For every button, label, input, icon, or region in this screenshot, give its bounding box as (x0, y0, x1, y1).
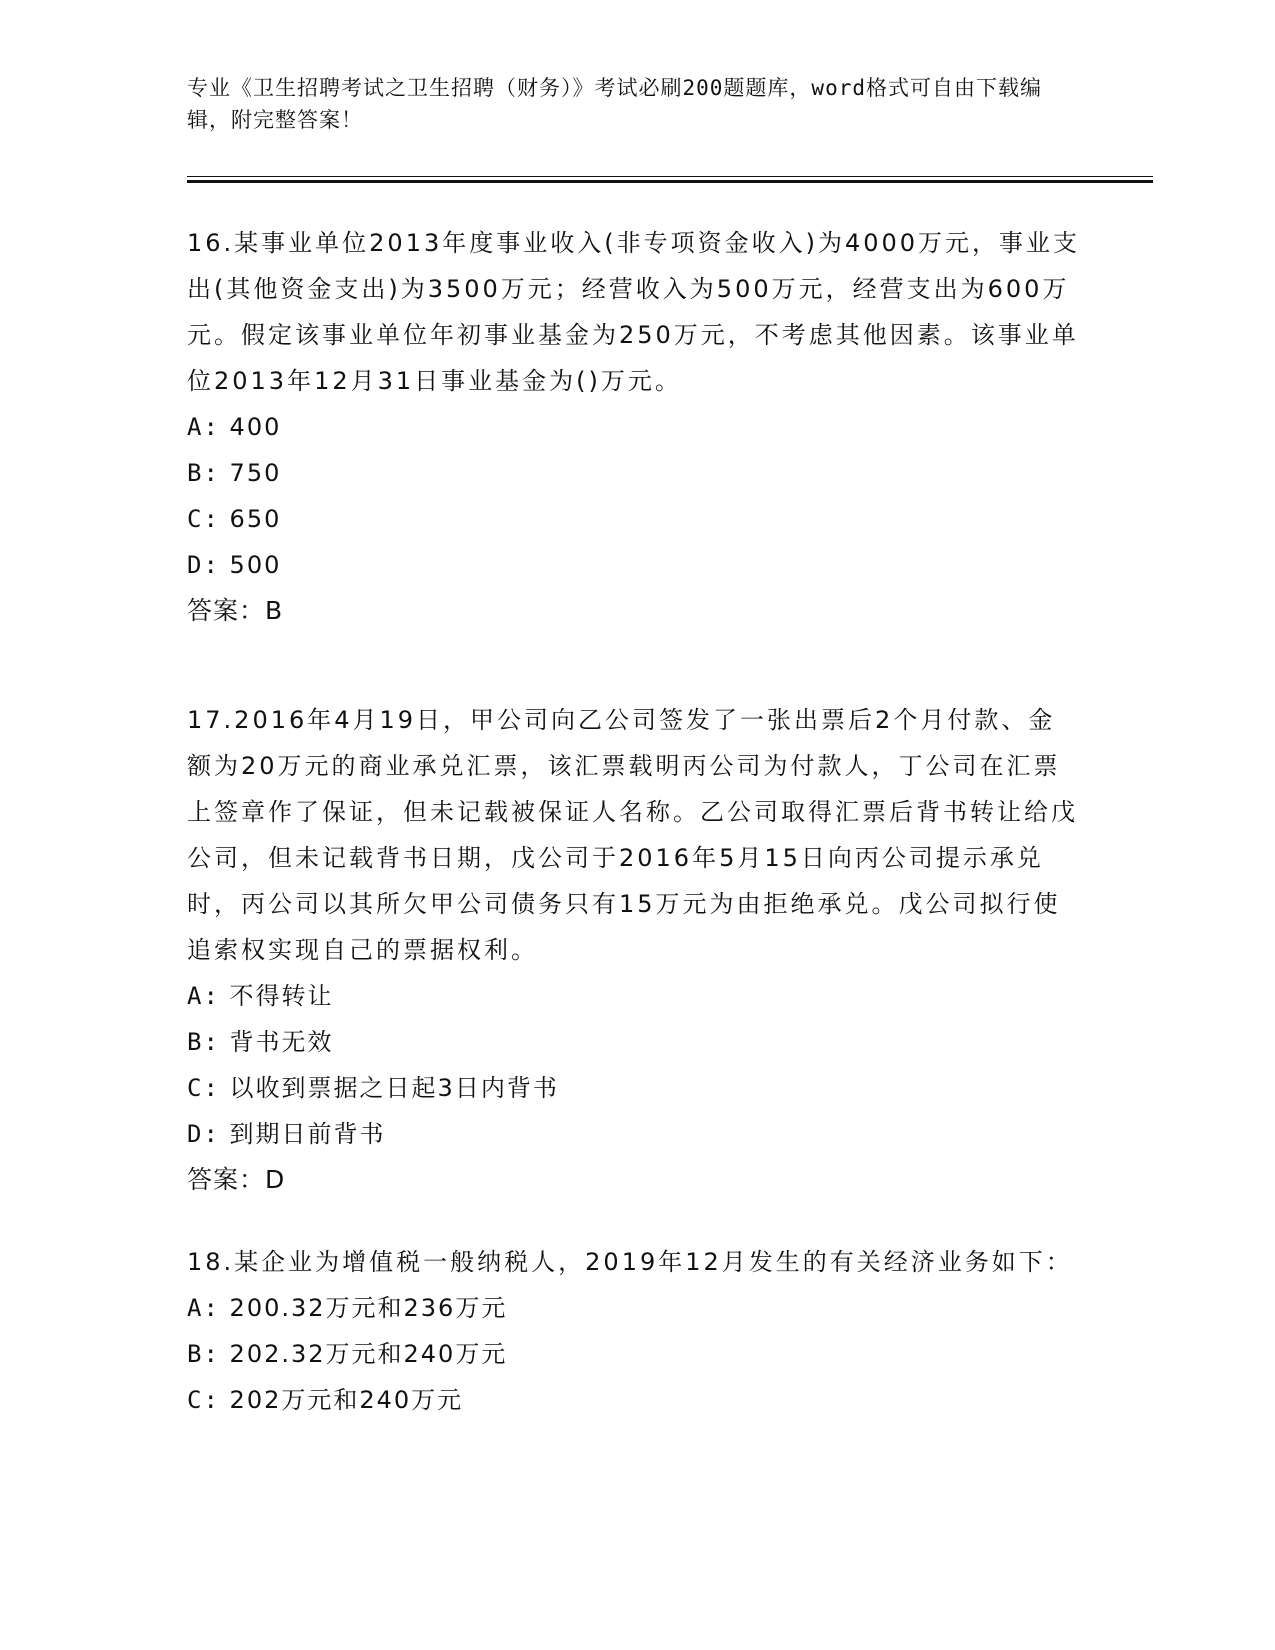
option-letter: B: (187, 459, 220, 487)
option-letter: C: (187, 1074, 220, 1102)
answer-line: 答案：D (187, 1165, 286, 1194)
question-stem: 18.某企业为增值税一般纳税人，2019年12月发生的有关经济业务如下： (187, 1248, 1073, 1276)
option-text: 背书无效 (229, 1028, 334, 1056)
option-text: 202万元和240万元 (229, 1386, 464, 1414)
option-c (187, 496, 1082, 542)
option-a (187, 1285, 1082, 1331)
option-text: 650 (229, 505, 282, 533)
option-letter: C: (187, 505, 220, 533)
question-stem: 17.2016年4月19日，甲公司向乙公司签发了一张出票后2个月付款、金额为20万元的商业承兑汇票，该汇票载明丙公司为付款人，丁公司在汇票上签章作了保证，但未记载被保证人名称。乙公司取得汇票后背书转让给戊公司，但未记载背书日期，戊公司于2016年5月15日向丙公司提示承兑时，丙公司以其所欠甲公司债务只有15万元为由拒绝承兑。戊公司拟行使追索权实现自己的票据权利。 (187, 706, 1078, 964)
option-a (187, 973, 1082, 1019)
option-text: 750 (229, 459, 282, 487)
option-text: 500 (229, 551, 282, 579)
option-text: 202.32万元和240万元 (229, 1340, 508, 1368)
option-letter: B: (187, 1028, 220, 1056)
option-text: 以收到票据之日起3日内背书 (229, 1074, 559, 1102)
option-c (187, 1065, 1082, 1111)
header-divider-thick (187, 180, 1153, 183)
question-16 (187, 220, 1082, 634)
option-text: 到期日前背书 (229, 1120, 386, 1148)
question-18 (187, 1239, 1082, 1423)
option-letter: C: (187, 1386, 220, 1414)
option-d (187, 542, 1082, 588)
option-c (187, 1377, 1082, 1423)
header-divider-thin (187, 176, 1153, 177)
option-text: 400 (229, 413, 282, 441)
option-b (187, 1331, 1082, 1377)
answer-line: 答案：B (187, 596, 284, 625)
option-letter: B: (187, 1340, 220, 1368)
option-letter: A: (187, 982, 220, 1010)
question-stem: 16.某事业单位2013年度事业收入(非专项资金收入)为4000万元，事业支出(其他资金支出)为3500万元；经营收入为500万元，经营支出为600万元。假定该事业单位年初事业基金为250万元，不考虑其他因素。该事业单位2013年12月31日事业基金为()万元。 (187, 229, 1081, 395)
option-letter: A: (187, 413, 220, 441)
option-text: 不得转让 (229, 982, 334, 1010)
option-letter: D: (187, 551, 220, 579)
option-b (187, 450, 1082, 496)
option-letter: A: (187, 1294, 220, 1322)
question-17 (187, 697, 1082, 1203)
option-b (187, 1019, 1082, 1065)
option-a (187, 404, 1082, 450)
document-header: 专业《卫生招聘考试之卫生招聘（财务）》考试必刷200题题库，word格式可自由下载编辑，附完整答案！ (187, 76, 1042, 132)
option-letter: D: (187, 1120, 220, 1148)
option-d (187, 1111, 1082, 1157)
option-text: 200.32万元和236万元 (229, 1294, 508, 1322)
